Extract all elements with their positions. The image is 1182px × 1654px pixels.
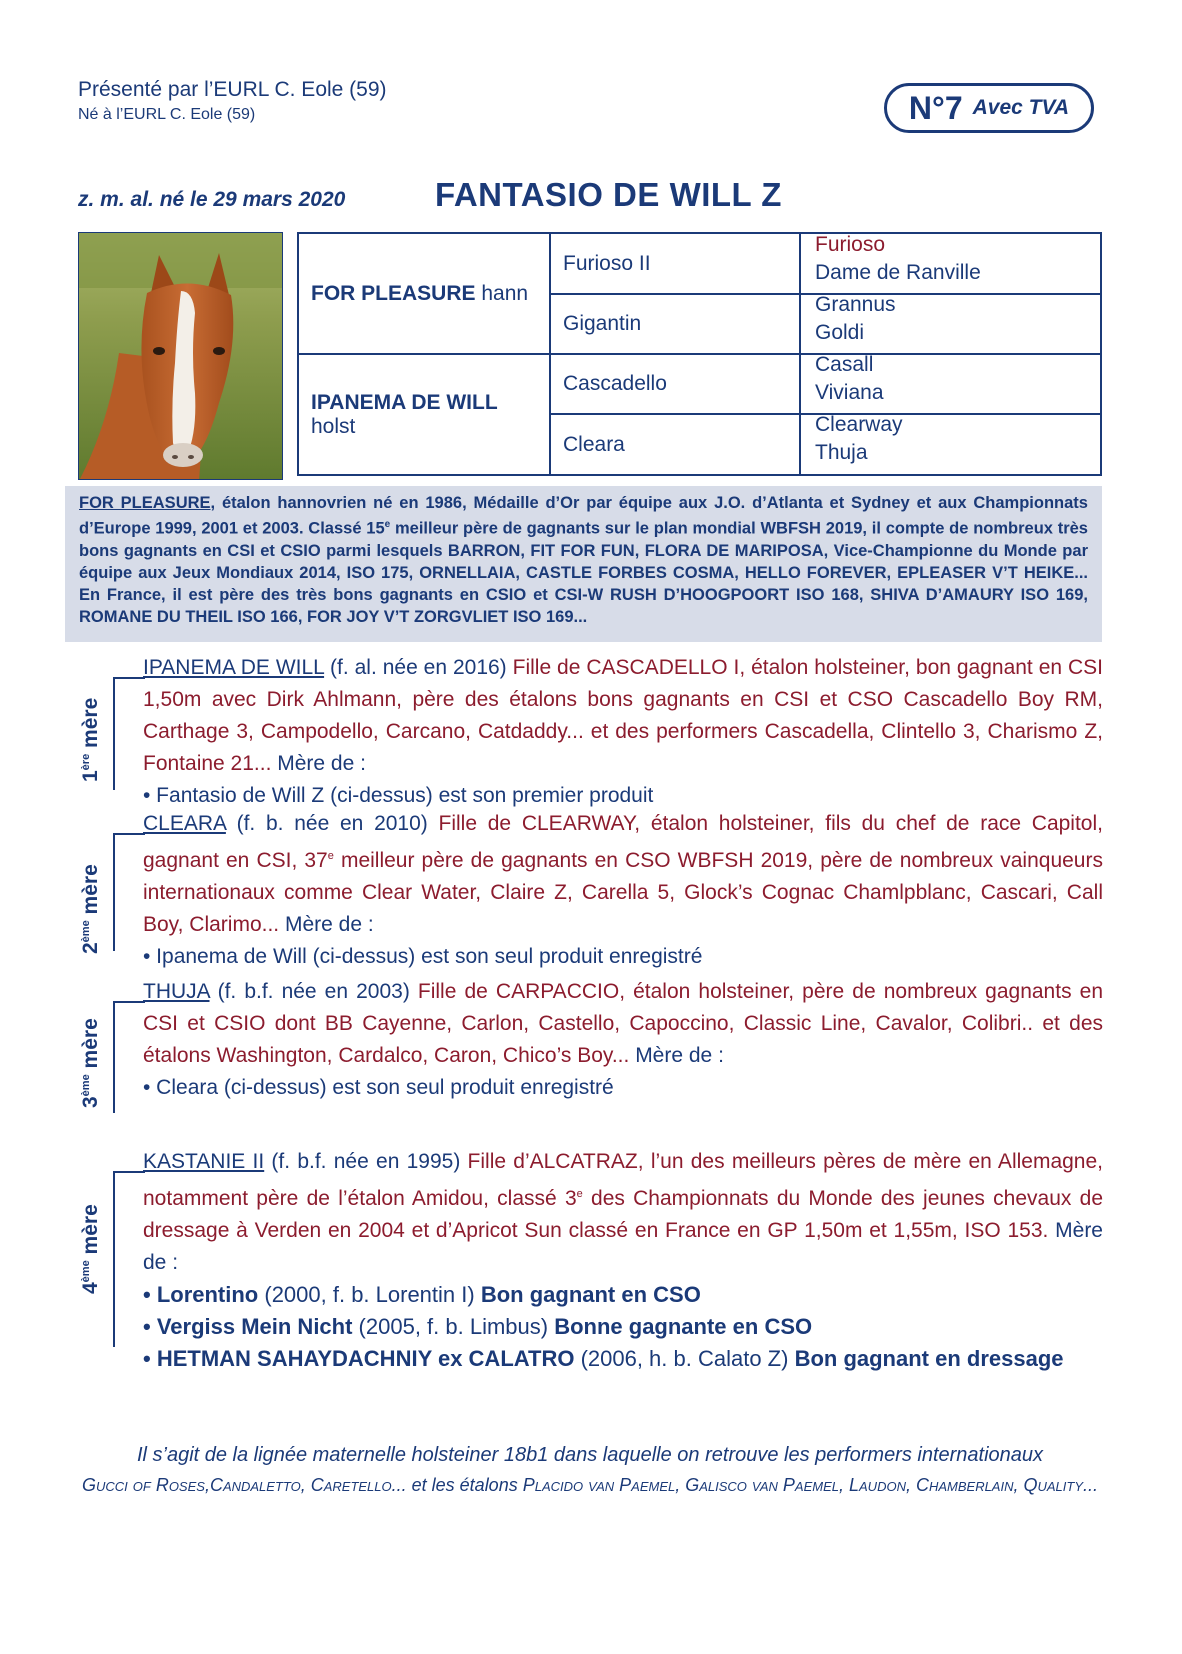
- birth-info: z. m. al. né le 29 mars 2020: [78, 188, 346, 211]
- lot-vat-label: Avec TVA: [972, 96, 1070, 119]
- dam-2-offspring-1: • Ipanema de Will (ci-dessus) est son seul produit enregistré: [143, 945, 703, 968]
- dam-4-offspring-3: • HETMAN SAHAYDACHNIY ex CALATRO (2006, h. b. Calato Z) Bon gagnant en dressage: [143, 1346, 1064, 1371]
- pedigree-sire-dam: Gigantin: [563, 312, 642, 335]
- dam-text-4: KASTANIE II (f. b.f. née en 1995) Fille d’ALCATRAZ, l’un des meilleurs pères de mère en Allemagne, notamment père de l’étalon Amidou, classé 3e des Championnats du Monde des jeunes chevaux de dressage à Verden en 2004 et d’Apricot Sun classé en France en GP 1,50m et 1,55m, ISO 153. Mère de : • Lorentino (2000, f. b. Lorentin I) Bon gagnant en CSO • Vergiss Mein Nicht (2005, f. b. Limbus) Bonne gagnante en CSO • HETMAN SAHAYDACHNIY ex CALATRO (2006, h. b. Calato Z) Bon gagnant en dressage: [143, 1146, 1103, 1375]
- pedigree-gd-2: Goldi: [815, 321, 865, 344]
- dam-4-offspring-2: • Vergiss Mein Nicht (2005, f. b. Limbus) Bonne gagnante en CSO: [143, 1314, 813, 1339]
- lot-badge: [884, 83, 1094, 133]
- dam-section-3: 3ème mère THUJA (f. b.f. née en 2003) Fille de CARPACCIO, étalon holsteiner, père de nombreux gagnants en CSI et CSIO dont BB Cayenne, Carlon, Castello, Capoccino, Classic Line, Cavalor, Colibri.. et des étalons Washington, Cardalco, Caron, Chico’s Boy... Mère de : • Cleara (ci-dessus) est son seul produit enregistré: [113, 976, 1103, 1116]
- footer-line-1: Il s’agit de la lignée maternelle holsteiner 18b1 dans laquelle on retrouve les performers internationaux: [136, 1444, 1044, 1466]
- lot-number: N°7: [908, 89, 963, 126]
- pedigree-dam-sire: Cascadello: [563, 372, 667, 395]
- dam-text-3: THUJA (f. b.f. née en 2003) Fille de CARPACCIO, étalon holsteiner, père de nombreux gagnants en CSI et CSIO dont BB Cayenne, Carlon, Castello, Capoccino, Classic Line, Cavalor, Colibri.. et des étalons Washington, Cardalco, Caron, Chico’s Boy... Mère de : • Cleara (ci-dessus) est son seul produit enregistré: [143, 976, 1103, 1104]
- foal-photo: [78, 232, 283, 480]
- birthplace-line: Né à l’EURL C. Eole (59): [78, 106, 256, 123]
- dam-4-offspring-1: • Lorentino (2000, f. b. Lorentin I) Bon gagnant en CSO: [143, 1282, 701, 1307]
- dam-3-offspring-1: • Cleara (ci-dessus) est son seul produit enregistré: [143, 1076, 614, 1099]
- presenter-line: Présenté par l’EURL C. Eole (59): [78, 78, 387, 101]
- pedigree-gs-1: Furioso: [815, 233, 886, 256]
- horse-name: FANTASIO DE WILL Z: [435, 176, 782, 213]
- pedigree-sire-sire: Furioso II: [563, 251, 651, 275]
- pedigree-table: [297, 232, 1102, 476]
- pedigree-dam-dam: Cleara: [563, 432, 625, 456]
- sire-note-name: FOR PLEASURE,: [79, 494, 216, 512]
- pedigree-gd-1: Dame de Ranville: [815, 261, 981, 284]
- dam-1-offspring-1: • Fantasio de Will Z (ci-dessus) est son premier produit: [143, 784, 654, 807]
- pedigree-gd-3: Viviana: [815, 381, 884, 404]
- dam-section-4: 4ème mère KASTANIE II (f. b.f. née en 1995) Fille d’ALCATRAZ, l’un des meilleurs pères de mère en Allemagne, notamment père de l’étalon Amidou, classé 3e des Championnats du Monde des jeunes chevaux de dressage à Verden en 2004 et d’Apricot Sun classé en France en GP 1,50m et 1,55m, ISO 153. Mère de : • Lorentino (2000, f. b. Lorentin I) Bon gagnant en CSO • Vergiss Mein Nicht (2005, f. b. Limbus) Bonne gagnante en CSO • HETMAN SAHAYDACHNIY ex CALATRO (2006, h. b. Calato Z) Bon gagnant en dressage: [113, 1146, 1103, 1356]
- sire-description: FOR PLEASURE, étalon hannovrien né en 1986, Médaille d’Or par équipe aux J.O. d’Atlanta et Sydney et aux Championnats d’Europe 1999, 2001 et 2003. Classé 15e meilleur père de gagnants sur le plan mondial WBFSH 2019, il compte de nombreux très bons gagnants en CSI et CSIO parmi lesquels BARRON, FIT FOR FUN, FLORA DE MARIPOSA, Vice-Championne du Monde par équipe aux Jeux Mondiaux 2014, ISO 175, ORNELLAIA, CASTLE FORBES COSMA, HELLO FOREVER, EPLEASER V’T HEIKE... En France, il est père des très bons gagnants en CSIO et CSI-W RUSH D’HOOGPOORT ISO 168, SHIVA D’AMAURY ISO 169, ROMANE DU THEIL ISO 166, FOR JOY V’T ZORGVLIET ISO 169...: [65, 486, 1102, 642]
- pedigree-gs-3: Casall: [815, 353, 874, 376]
- dam-text-1: IPANEMA DE WILL (f. al. née en 2016) Fille de CASCADELLO I, étalon holsteiner, bon gagnant en CSI 1,50m avec Dirk Ahlmann, père des étalons bons gagnants en CSI et CSO Cascadello Boy RM, Carthage 3, Campodello, Carcano, Catdaddy... et des performers Cascadella, Clintello 3, Charismo Z, Fontaine 21... Mère de : • Fantasio de Will Z (ci-dessus) est son premier produit: [143, 652, 1103, 812]
- foal-photo-image: [79, 233, 283, 480]
- maternal-line-note: [78, 1440, 1102, 1500]
- pedigree-gs-2: Grannus: [815, 293, 896, 316]
- pedigree-gs-4: Clearway: [815, 413, 903, 436]
- dam-section-2: 2ème mère CLEARA (f. b. née en 2010) Fille de CLEARWAY, étalon holsteiner, fils du chef de race Capitol, gagnant en CSI, 37e meilleur père de gagnants en CSO WBFSH 2019, père de nombreux vainqueurs internationaux comme Clear Water, Claire Z, Carella 5, Glock’s Cognac Chamlpblanc, Cascari, Call Boy, Clarimo... Mère de : • Ipanema de Will (ci-dessus) est son seul produit enregistré: [113, 808, 1103, 948]
- pedigree-gd-4: Thuja: [815, 441, 868, 464]
- pedigree-sire: FOR PLEASURE hann: [311, 281, 529, 305]
- footer-line-2: Gucci of Roses,Candaletto, Caretello... et les étalons Placido van Paemel, Galisco van Paemel, Laudon, Chamberlain, Quality...: [81, 1475, 1098, 1495]
- pedigree-dam: IPANEMA DE WILL holst: [311, 390, 498, 438]
- dam-text-2: CLEARA (f. b. née en 2010) Fille de CLEARWAY, étalon holsteiner, fils du chef de race Capitol, gagnant en CSI, 37e meilleur père de gagnants en CSO WBFSH 2019, père de nombreux vainqueurs internationaux comme Clear Water, Claire Z, Carella 5, Glock’s Cognac Chamlpblanc, Cascari, Call Boy, Clarimo... Mère de : • Ipanema de Will (ci-dessus) est son seul produit enregistré: [143, 808, 1103, 973]
- dam-section-1: 1ère mère IPANEMA DE WILL (f. al. née en 2016) Fille de CASCADELLO I, étalon holsteiner, bon gagnant en CSI 1,50m avec Dirk Ahlmann, père des étalons bons gagnants en CSI et CSO Cascadello Boy RM, Carthage 3, Campodello, Carcano, Catdaddy... et des performers Cascadella, Clintello 3, Charismo Z, Fontaine 21... Mère de : • Fantasio de Will Z (ci-dessus) est son premier produit: [113, 652, 1103, 792]
